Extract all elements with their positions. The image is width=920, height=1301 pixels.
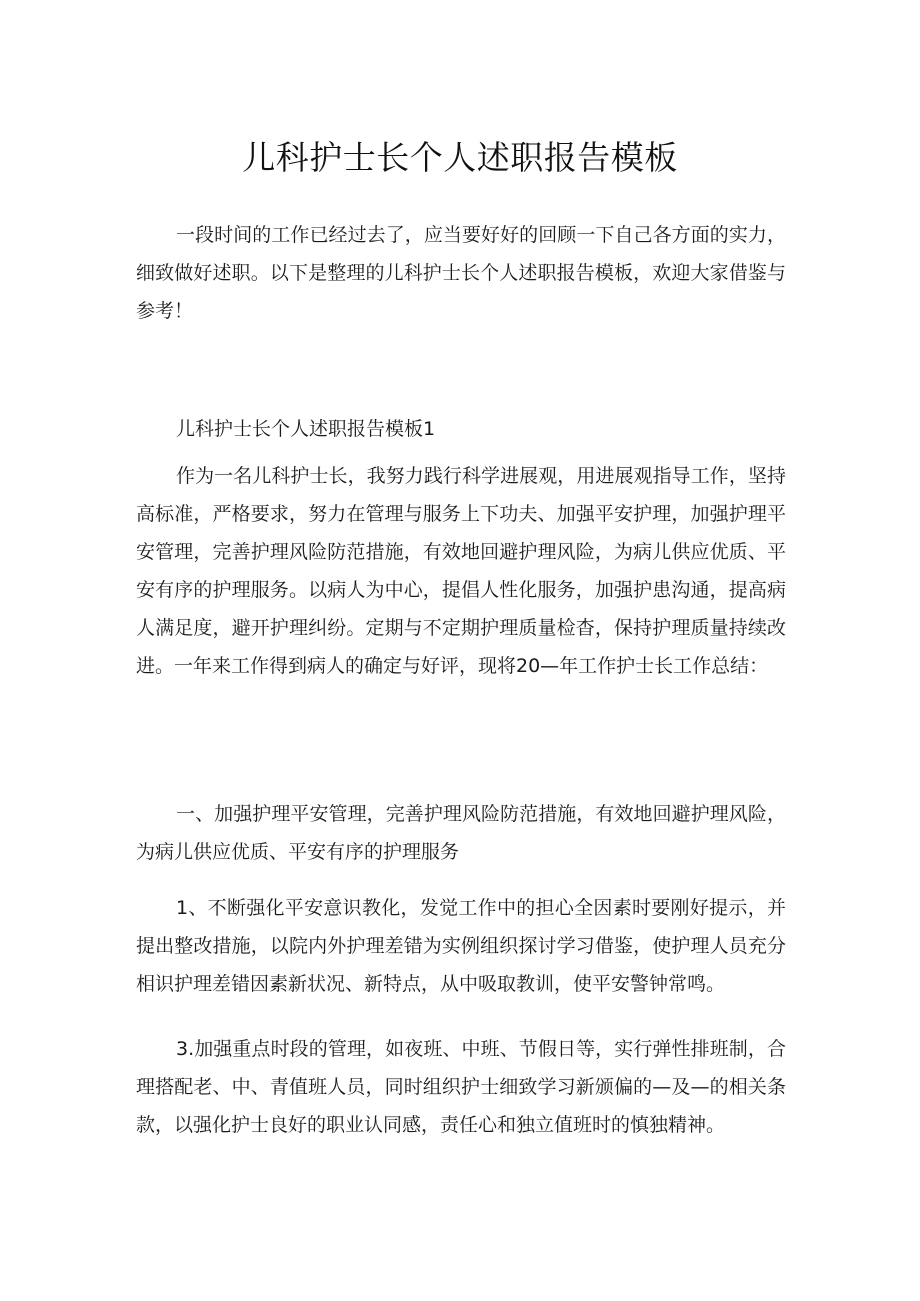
body-paragraph-3: 1、不断强化平安意识教化，发觉工作中的担心全因素时要刚好提示，并提出整改措施，以院内外护理差错为实例组织探讨学习借鉴，使护理人员充分相识护理差错因素新状况、新特点，从中吸取教训，使平安警钟常鸣。: [136, 897, 786, 995]
intro-paragraph: 一段时间的工作已经过去了，应当要好好的回顾一下自己各方面的实力，细致做好述职。以下是整理的儿科护士长个人述职报告模板，欢迎大家借鉴与参考！: [136, 224, 786, 322]
body-paragraph-2: 一、加强护理平安管理，完善护理风险防范措施，有效地回避护理风险，为病儿供应优质、平安有序的护理服务: [136, 803, 786, 863]
section-heading: 儿科护士长个人述职报告模板1: [176, 418, 436, 440]
body-paragraph-4: 3.加强重点时段的管理，如夜班、中班、节假日等，实行弹性排班制，合理搭配老、中、青值班人员，同时组织护士细致学习新颁偏的—及—的相关条款，以强化护士良好的职业认同感，责任心和独立值班时的慎独精神。: [136, 1038, 786, 1136]
page-title: 儿科护士长个人述职报告模板: [242, 138, 678, 177]
body-paragraph-1: 作为一名儿科护士长，我努力践行科学进展观，用进展观指导工作，坚持高标准，严格要求，努力在管理与服务上下功夫、加强平安护理，加强护理平安管理，完善护理风险防范措施，有效地回避护理风险，为病儿供应优质、平安有序的护理服务。以病人为中心，提倡人性化服务，加强护患沟通，提高病人满足度，避开护理纠纷。定期与不定期护理质量检杳，保持护理质量持续改进。一年来工作得到病人的确定与好评，现将20—年工作护士长工作总结：: [136, 465, 786, 677]
